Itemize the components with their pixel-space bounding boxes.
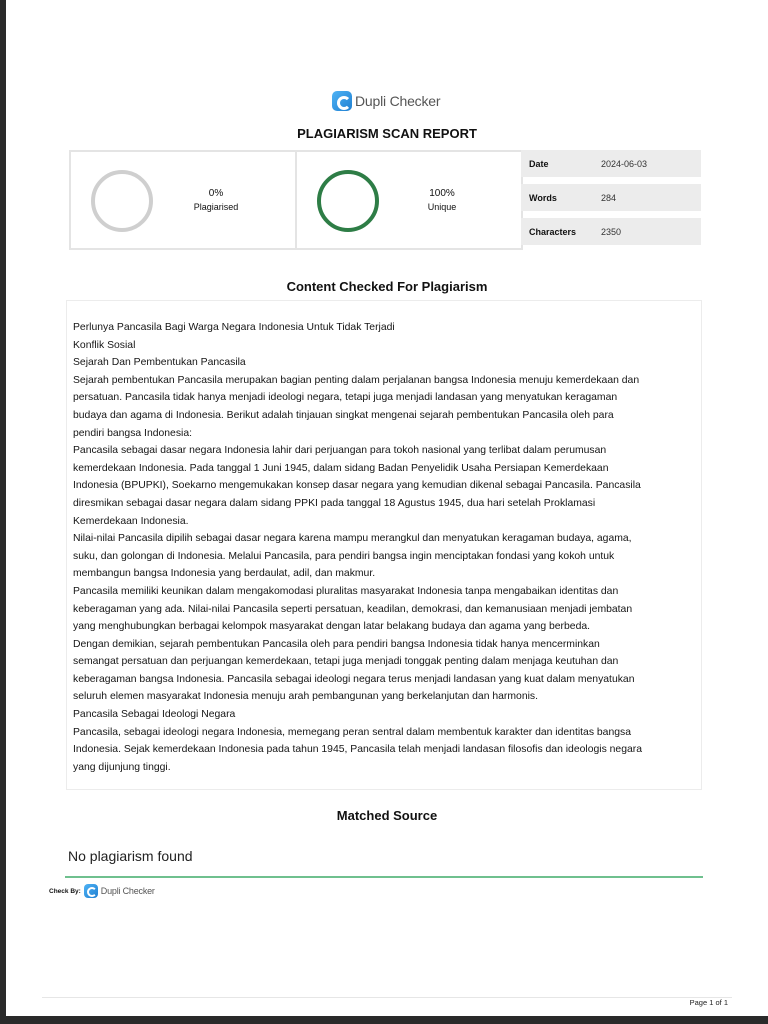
dupli-checker-small-logo-icon (84, 884, 98, 898)
report-title: PLAGIARISM SCAN REPORT (297, 126, 477, 141)
meta-words-value: 284 (601, 192, 617, 203)
content-line: Pancasila, sebagai ideologi negara Indonesia, memegang peran sentral dalam membentuk karakter dan identitas bangsa (73, 726, 631, 738)
content-line: Pancasila memiliki keunikan dalam mengakomodasi pluralitas masyarakat Indonesia tanpa mengabaikan identitas dan (73, 585, 619, 597)
unique-ring-icon (317, 170, 379, 232)
plagiarised-value: 0% (208, 188, 224, 199)
content-line: Pancasila Sebagai Ideologi Negara (73, 709, 236, 721)
footer-divider (42, 997, 732, 998)
matched-source-heading: Matched Source (336, 808, 438, 823)
plagiarised-ring-icon (91, 170, 153, 232)
content-line: yang menghubungkan berbagai kelompok masyarakat dengan latar belakang budaya dan agama yang berbeda. (73, 621, 591, 633)
content-line: Sejarah Dan Pembentukan Pancasila (73, 357, 246, 369)
check-by-brand: Dupli Checker (100, 886, 155, 896)
content-line: Konflik Sosial (73, 339, 136, 351)
content-line: membangun bangsa Indonesia yang berdaulat, adil, dan makmur. (73, 568, 376, 580)
content-line: keberagaman bangsa Indonesia. Pancasila sebagai ideologi negara terus menjadi landasan yang kuat dalam menyatukan (73, 673, 635, 685)
unique-value: 100% (429, 188, 455, 199)
report-page (6, 0, 768, 1016)
meta-date-label: Date (529, 158, 549, 169)
content-line: Kemerdekaan Indonesia. (73, 515, 189, 527)
content-line: Indonesia (BPUPKI), Soekarno mengemukakan konsep dasar negara yang kemudian dikenal sebagai Pancasila. Pancasila (73, 480, 641, 492)
content-line: yang dijunjung tinggi. (73, 761, 171, 773)
content-line: Sejarah pembentukan Pancasila merupakan bagian penting dalam perjalanan bangsa Indonesia menuju kemerdekaan dan (73, 374, 640, 386)
content-line: keberagaman yang ada. Nilai-nilai Pancasila seperti persatuan, keadilan, demokrasi, dan kemanusiaan menjadi jembatan (73, 603, 633, 615)
meta-words-label: Words (529, 192, 557, 203)
meta-characters-value: 2350 (601, 226, 622, 237)
meta-table (521, 150, 701, 252)
divider (65, 876, 703, 878)
content-line: diresmikan sebagai dasar negara dalam sidang PPKI pada tanggal 18 Agustus 1945, dua hari setelah Proklamasi (73, 497, 596, 509)
stats-box (69, 150, 523, 250)
meta-characters-label: Characters (529, 226, 577, 237)
dupli-checker-logo (332, 90, 440, 112)
content-line: suku, dan golongan di Indonesia. Melalui Pancasila, para pendiri bangsa ingin menciptakan fondasi yang kokoh untuk (73, 550, 615, 562)
unique-label: Unique (427, 202, 457, 212)
plagiarised-label: Plagiarised (193, 202, 239, 212)
meta-row-date (521, 150, 701, 177)
logo-text: Dupli Checker (355, 93, 441, 109)
meta-date-value: 2024-06-03 (601, 158, 648, 169)
unique-stat (297, 152, 521, 248)
content-line: seluruh elemen masyarakat Indonesia menuju arah pembangunan yang berkelanjutan dan harmonis. (73, 691, 538, 703)
content-line: Nilai-nilai Pancasila dipilih sebagai dasar negara karena mampu merangkul dan menyatukan keragaman budaya, agama, (73, 533, 632, 545)
check-by (49, 884, 155, 898)
dupli-checker-logo-icon (332, 91, 352, 111)
plagiarised-stat (71, 152, 297, 248)
meta-row-words (521, 184, 701, 211)
content-line: budaya dan agama di Indonesia. Berikut adalah tinjauan singkat mengenai sejarah pembentukan Pancasila oleh para (73, 409, 614, 421)
content-line: Pancasila sebagai dasar negara Indonesia lahir dari perjuangan para tokoh nasional yang terlibat dalam perumusan (73, 445, 607, 457)
checked-content (66, 300, 702, 790)
check-by-label: Check By: (49, 887, 81, 895)
content-line: Indonesia. Sejak kemerdekaan Indonesia pada tahun 1945, Pancasila telah menjadi landasan filosofis dan ideologis negara (73, 744, 642, 756)
content-line: Perlunya Pancasila Bagi Warga Negara Indonesia Untuk Tidak Terjadi (73, 322, 395, 333)
matched-source-result: No plagiarism found (68, 848, 193, 864)
page-number: Page 1 of 1 (689, 998, 728, 1007)
content-line: persatuan. Pancasila tidak hanya menjadi ideologi negara, tetapi juga menjadi landasan yang menyatukan keragaman (73, 392, 618, 404)
content-line: pendiri bangsa Indonesia: (73, 427, 193, 439)
content-line: Dengan demikian, sejarah pembentukan Pancasila oleh para pendiri bangsa Indonesia tidak hanya mencerminkan (73, 638, 600, 650)
content-heading: Content Checked For Plagiarism (286, 279, 488, 294)
meta-row-characters (521, 218, 701, 245)
content-line: kemerdekaan Indonesia. Pada tanggal 1 Juni 1945, dalam sidang Badan Penyelidik Usaha Persiapan Kemerdekaan (73, 462, 609, 474)
content-line: semangat persatuan dan perjuangan kemerdekaan, tetapi juga menjadi tonggak penting dalam menjaga keutuhan dan (73, 656, 619, 668)
